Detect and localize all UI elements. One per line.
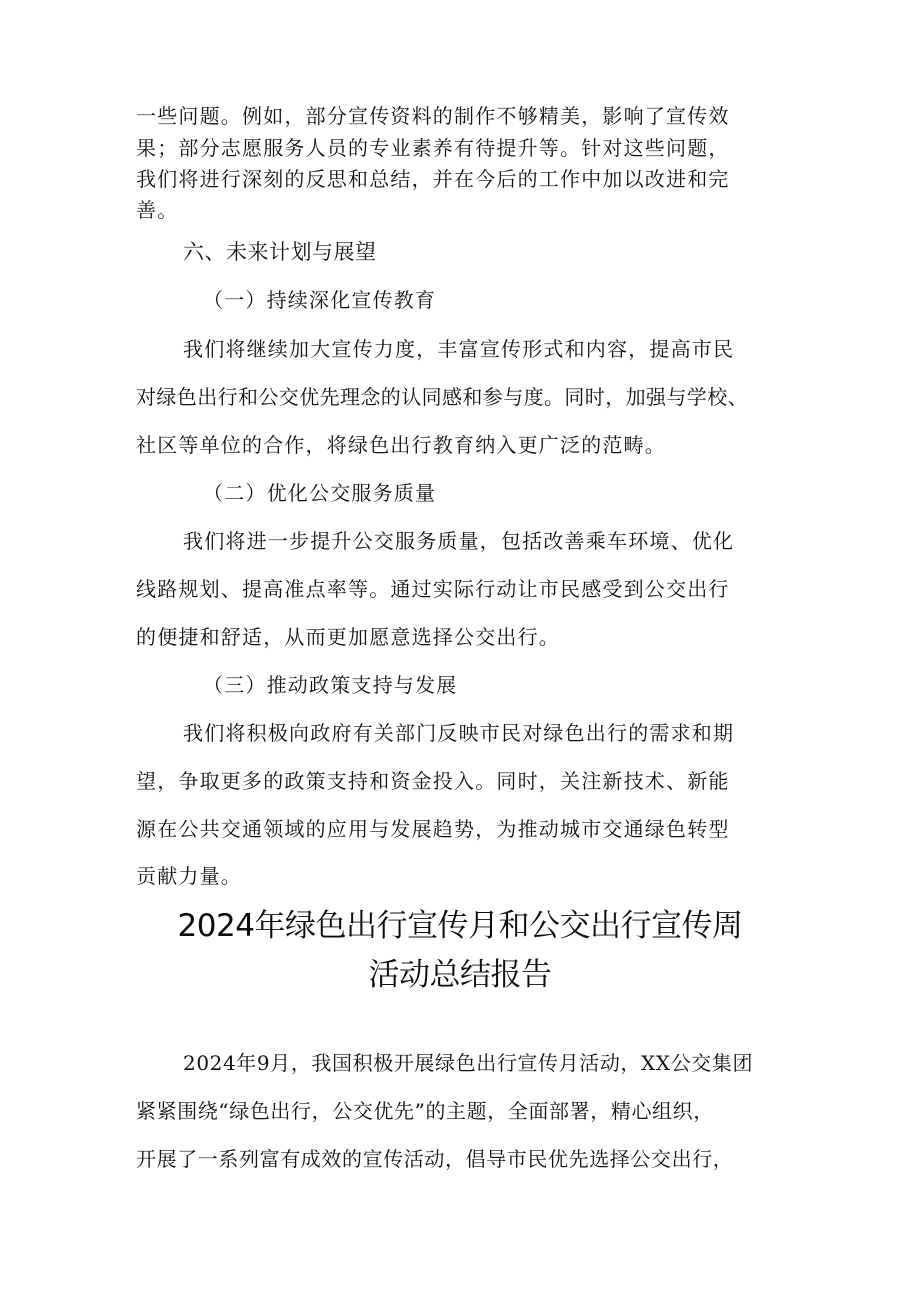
paragraph-line: 望，争取更多的政策支持和资金投入。同时，关注新技术、新能: [136, 769, 730, 793]
paragraph-line: 的便捷和舒适，从而更加愿意选择公交出行。: [136, 625, 560, 649]
paragraph-line: 对绿色出行和公交优先理念的认同感和参与度。同时，加强与学校、: [136, 385, 748, 409]
paragraph-line: 我们将积极向政府有关部门反映市民对绿色出行的需求和期: [183, 721, 735, 745]
paragraph-line: 果；部分志愿服务人员的专业素养有待提升等。针对这些问题，: [136, 136, 730, 160]
paragraph-line: 一些问题。例如，部分宣传资料的制作不够精美，影响了宣传效: [136, 104, 730, 128]
paragraph-line: 紧紧围绕“绿色出行，公交优先”的主题，全面部署，精心组织，: [136, 1099, 714, 1123]
subsection-heading: （一）持续深化宣传教育: [203, 288, 437, 312]
paragraph-line: 贡献力量。: [136, 864, 242, 888]
section-heading: 六、未来计划与展望: [183, 240, 377, 264]
paragraph-line: 开展了一系列富有成效的宣传活动，倡导市民优先选择公交出行，: [136, 1147, 734, 1171]
paragraph-line: 我们将继续加大宣传力度，丰富宣传形式和内容，提高市民: [183, 337, 735, 361]
report-title-line-2: 活动总结报告: [368, 957, 552, 993]
paragraph-line: 2024年9月，我国积极开展绿色出行宣传月活动，XX公交集团: [183, 1051, 754, 1075]
paragraph-line: 我们将进行深刻的反思和总结，并在今后的工作中加以改进和完: [136, 167, 730, 191]
report-title-line-1: 2024年绿色出行宣传月和公交出行宣传周: [177, 908, 743, 944]
subsection-heading: （三）推动政策支持与发展: [203, 673, 458, 697]
paragraph-line: 线路规划、提高准点率等。通过实际行动让市民感受到公交出行: [136, 577, 730, 601]
subsection-heading: （二）优化公交服务质量: [203, 481, 437, 505]
paragraph-line: 善。: [136, 198, 179, 222]
paragraph-line: 源在公共交通领域的应用与发展趋势，为推动城市交通绿色转型: [136, 817, 730, 841]
paragraph-line: 我们将进一步提升公交服务质量，包括改善乘车环境、优化: [183, 529, 735, 553]
paragraph-line: 社区等单位的合作，将绿色出行教育纳入更广泛的范畴。: [136, 433, 666, 457]
